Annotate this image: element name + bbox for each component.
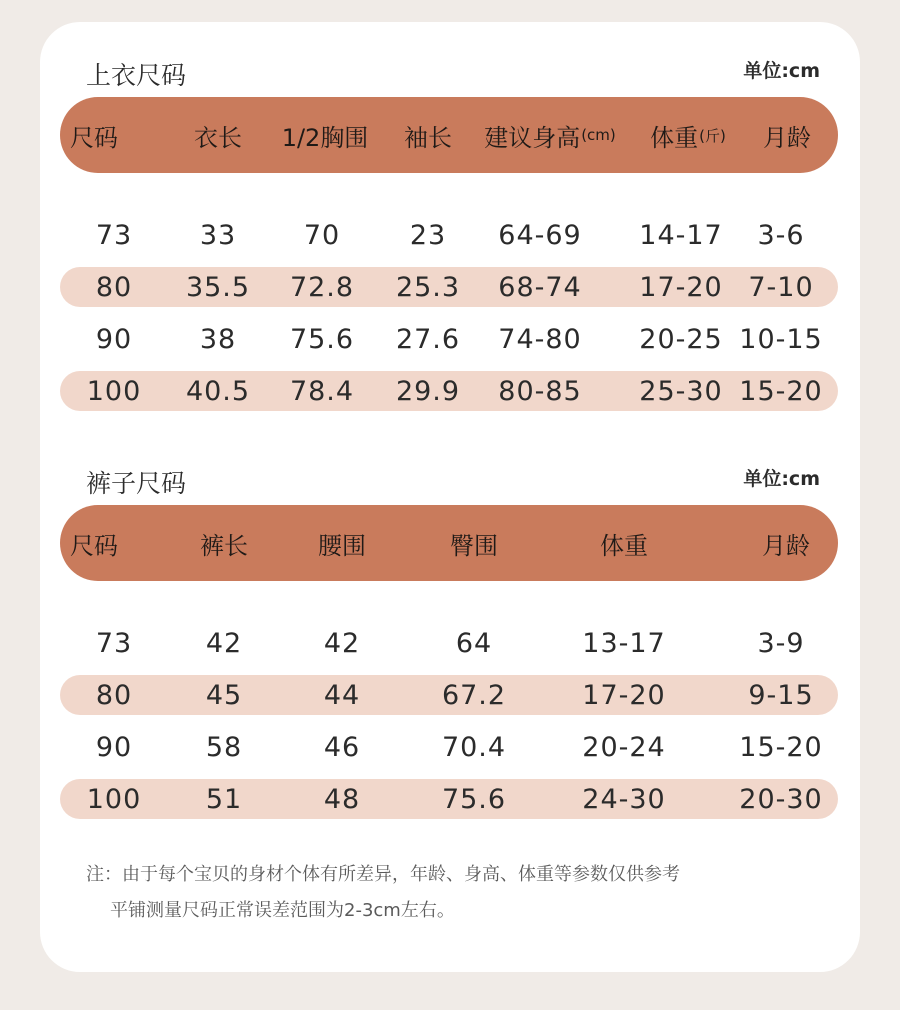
cell-height: 68-74 — [498, 271, 582, 303]
table-row — [60, 319, 838, 359]
cell-half-chest: 78.4 — [289, 375, 355, 407]
top-unit-label: 单位:cm — [743, 60, 820, 82]
header-pants-length: 裤长 — [200, 531, 248, 560]
cell-age: 10-15 — [739, 323, 823, 355]
cell-age: 9-15 — [748, 679, 814, 711]
top-header-bar — [60, 97, 838, 173]
cell-hip: 75.6 — [441, 783, 507, 815]
cell-hip: 67.2 — [441, 679, 507, 711]
header-length: 衣长 — [194, 123, 242, 152]
cell-pants-length: 51 — [205, 783, 243, 815]
cell-height: 64-69 — [498, 219, 582, 251]
cell-height: 74-80 — [498, 323, 582, 355]
header-age: 月龄 — [763, 123, 811, 152]
cell-size: 73 — [95, 627, 133, 659]
cell-weight: 13-17 — [582, 627, 666, 659]
header-size: 尺码 — [70, 531, 118, 560]
table-row — [60, 779, 838, 819]
cell-length: 33 — [199, 219, 237, 251]
cell-size: 80 — [95, 271, 133, 303]
cell-weight: 17-20 — [582, 679, 666, 711]
header-weight-unit: (斤) — [699, 126, 726, 145]
header-hip: 臀围 — [450, 531, 498, 560]
cell-age: 3-9 — [757, 627, 805, 659]
cell-age: 15-20 — [739, 731, 823, 763]
header-suggested-height-label: 建议身高 — [484, 123, 581, 152]
header-sleeve: 袖长 — [404, 123, 452, 152]
header-size: 尺码 — [70, 123, 118, 152]
header-half-chest: 1/2胸围 — [281, 123, 369, 152]
note-line-2: 平铺测量尺码正常误差范围为2-3cm左右。 — [110, 900, 455, 921]
bottom-unit-label: 单位:cm — [743, 468, 820, 490]
header-weight — [630, 97, 746, 173]
cell-size: 90 — [95, 731, 133, 763]
cell-sleeve: 27.6 — [395, 323, 461, 355]
table-row — [60, 623, 838, 663]
cell-pants-length: 42 — [205, 627, 243, 659]
table-row — [60, 675, 838, 715]
cell-size: 100 — [86, 375, 142, 407]
cell-pants-length: 58 — [205, 731, 243, 763]
cell-age: 20-30 — [739, 783, 823, 815]
cell-weight: 14-17 — [639, 219, 723, 251]
bottom-header-bar — [60, 505, 838, 581]
cell-hip: 70.4 — [441, 731, 507, 763]
cell-weight: 17-20 — [639, 271, 723, 303]
cell-size: 73 — [95, 219, 133, 251]
table-row — [60, 215, 838, 255]
header-suggested-height — [470, 97, 630, 173]
cell-weight: 20-24 — [582, 731, 666, 763]
cell-half-chest: 70 — [303, 219, 341, 251]
header-waist: 腰围 — [318, 531, 366, 560]
cell-length: 35.5 — [185, 271, 251, 303]
cell-age: 15-20 — [739, 375, 823, 407]
cell-weight: 20-25 — [639, 323, 723, 355]
cell-age: 3-6 — [757, 219, 805, 251]
cell-pants-length: 45 — [205, 679, 243, 711]
cell-age: 7-10 — [748, 271, 814, 303]
cell-size: 80 — [95, 679, 133, 711]
cell-half-chest: 75.6 — [289, 323, 355, 355]
header-weight-label: 体重 — [650, 123, 699, 152]
cell-waist: 46 — [323, 731, 361, 763]
cell-length: 40.5 — [185, 375, 251, 407]
cell-sleeve: 23 — [409, 219, 447, 251]
note-line-1: 注：由于每个宝贝的身材个体有所差异，年龄、身高、体重等参数仅供参考 — [86, 864, 680, 885]
cell-hip: 64 — [455, 627, 493, 659]
cell-weight: 25-30 — [639, 375, 723, 407]
cell-sleeve: 25.3 — [395, 271, 461, 303]
header-height-unit: (cm) — [581, 126, 616, 144]
cell-waist: 42 — [323, 627, 361, 659]
table-row — [60, 267, 838, 307]
cell-size: 100 — [86, 783, 142, 815]
header-age: 月龄 — [762, 531, 810, 560]
cell-waist: 48 — [323, 783, 361, 815]
cell-height: 80-85 — [498, 375, 582, 407]
cell-waist: 44 — [323, 679, 361, 711]
top-section-title: 上衣尺码 — [86, 61, 187, 90]
size-chart-card — [40, 22, 860, 972]
cell-weight: 24-30 — [582, 783, 666, 815]
cell-length: 38 — [199, 323, 237, 355]
measurement-note — [86, 857, 680, 929]
cell-sleeve: 29.9 — [395, 375, 461, 407]
table-row — [60, 727, 838, 767]
bottom-section-title: 裤子尺码 — [86, 469, 187, 498]
table-row — [60, 371, 838, 411]
header-weight: 体重 — [600, 531, 648, 560]
cell-half-chest: 72.8 — [289, 271, 355, 303]
cell-size: 90 — [95, 323, 133, 355]
